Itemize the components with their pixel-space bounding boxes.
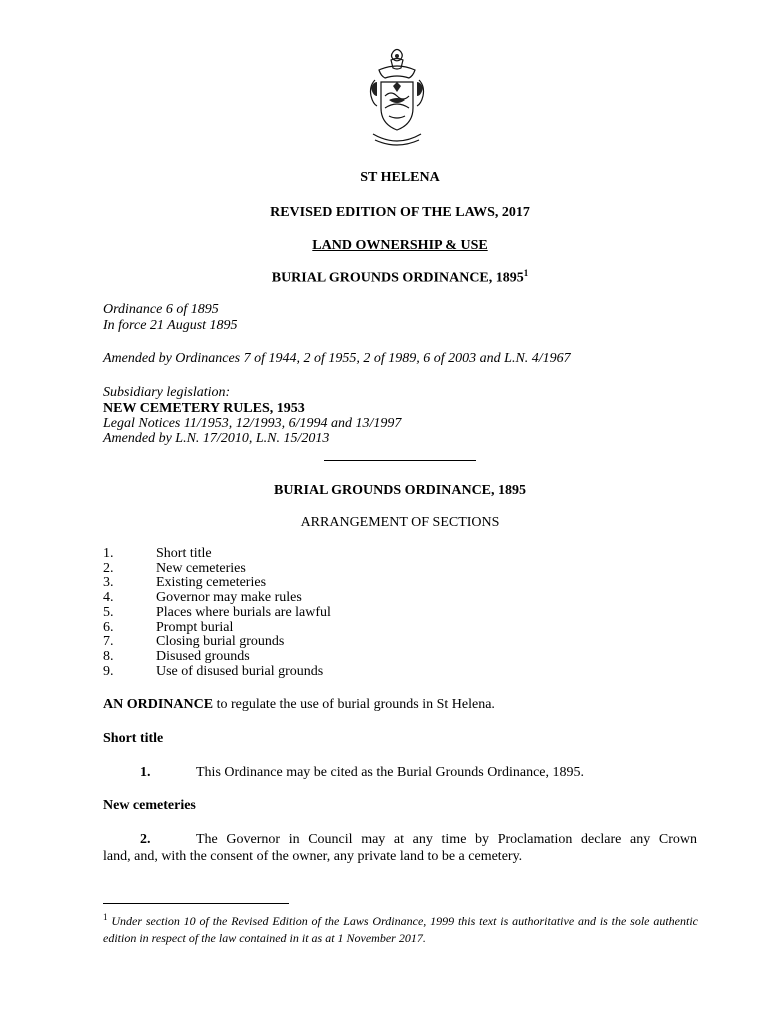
footnote-mark: 1 <box>103 912 108 922</box>
section-2-text-line1: The Governor in Council may at any time by Proclamation declare any Crown <box>196 832 697 847</box>
section-label: Existing cemeteries <box>156 575 267 591</box>
legal-notices: Legal Notices 11/1953, 12/1993, 6/1994 and 13/1997 <box>103 416 402 431</box>
section-1-text: This Ordinance may be cited as the Burial Grounds Ordinance, 1895. <box>196 765 585 780</box>
edition-heading: REVISED EDITION OF THE LAWS, 2017 <box>270 205 530 220</box>
section-label: Use of disused burial grounds <box>156 663 324 679</box>
list-item <box>103 562 331 577</box>
arrangement-heading: BURIAL GROUNDS ORDINANCE, 1895 <box>273 483 527 498</box>
coat-of-arms-icon <box>363 46 431 152</box>
section-number: 5. <box>103 604 114 620</box>
preamble-text: to regulate the use of burial grounds in St Helena. <box>213 697 495 712</box>
section-number: 2. <box>140 832 151 847</box>
section-label: New cemeteries <box>156 560 246 576</box>
section-1-number <box>140 765 151 781</box>
subsidiary-title: NEW CEMETERY RULES, 1953 <box>103 401 305 416</box>
section-1-heading: Short title <box>103 731 164 746</box>
section-number: 1. <box>103 546 114 561</box>
footnote <box>103 909 698 947</box>
category-heading: LAND OWNERSHIP & USE <box>312 238 488 253</box>
section-number: 1. <box>140 765 151 780</box>
amendments: Amended by Ordinances 7 of 1944, 2 of 1955, 2 of 1989, 6 of 2003 and L.N. 4/1967 <box>103 351 571 366</box>
ordinance-title-text: BURIAL GROUNDS ORDINANCE, 1895 <box>271 270 524 286</box>
section-number: 9. <box>103 663 114 679</box>
section-label: Closing burial grounds <box>156 634 285 650</box>
section-label: Governor may make rules <box>156 590 302 606</box>
separator-rule <box>324 460 476 461</box>
list-item <box>103 650 331 665</box>
section-label: Places where burials are lawful <box>156 604 331 620</box>
list-item <box>103 621 331 636</box>
section-number: 4. <box>103 590 114 606</box>
preamble-lead: AN ORDINANCE <box>103 697 214 712</box>
subsidiary-amendments: Amended by L.N. 17/2010, L.N. 15/2013 <box>103 431 330 446</box>
list-item <box>103 547 331 562</box>
section-label: Disused grounds <box>156 648 250 664</box>
ordinance-number: Ordinance 6 of 1895 <box>103 302 219 317</box>
section-label: Short title <box>156 546 212 561</box>
section-2-text-line2: land, and, with the consent of the owner, any private land to be a cemetery. <box>103 849 523 864</box>
jurisdiction-heading: ST HELENA <box>360 170 440 185</box>
section-number: 7. <box>103 634 114 650</box>
sections-list <box>103 547 331 679</box>
footnote-separator <box>103 903 289 904</box>
list-item <box>103 576 331 591</box>
list-item <box>103 591 331 606</box>
footnote-marker: 1 <box>523 268 529 278</box>
ordinance-title <box>0 268 770 287</box>
section-number: 2. <box>103 560 114 576</box>
section-2-number <box>140 832 151 848</box>
section-number: 8. <box>103 648 114 664</box>
arrangement-subheading: ARRANGEMENT OF SECTIONS <box>300 515 500 530</box>
subsidiary-label: Subsidiary legislation: <box>103 385 231 400</box>
footnote-text: Under section 10 of the Revised Edition of the Laws Ordinance, 1999 this text is authoritative and is the sole authentic edition in respect of the law contained in it as at 1 November 2017. <box>103 914 699 945</box>
list-item <box>103 606 331 621</box>
section-number: 6. <box>103 619 114 635</box>
section-label: Prompt burial <box>156 619 234 635</box>
list-item <box>103 635 331 650</box>
section-number: 3. <box>103 575 114 591</box>
in-force-date: In force 21 August 1895 <box>103 318 238 333</box>
section-2-heading: New cemeteries <box>103 798 196 813</box>
list-item <box>103 665 331 680</box>
preamble <box>103 697 495 713</box>
